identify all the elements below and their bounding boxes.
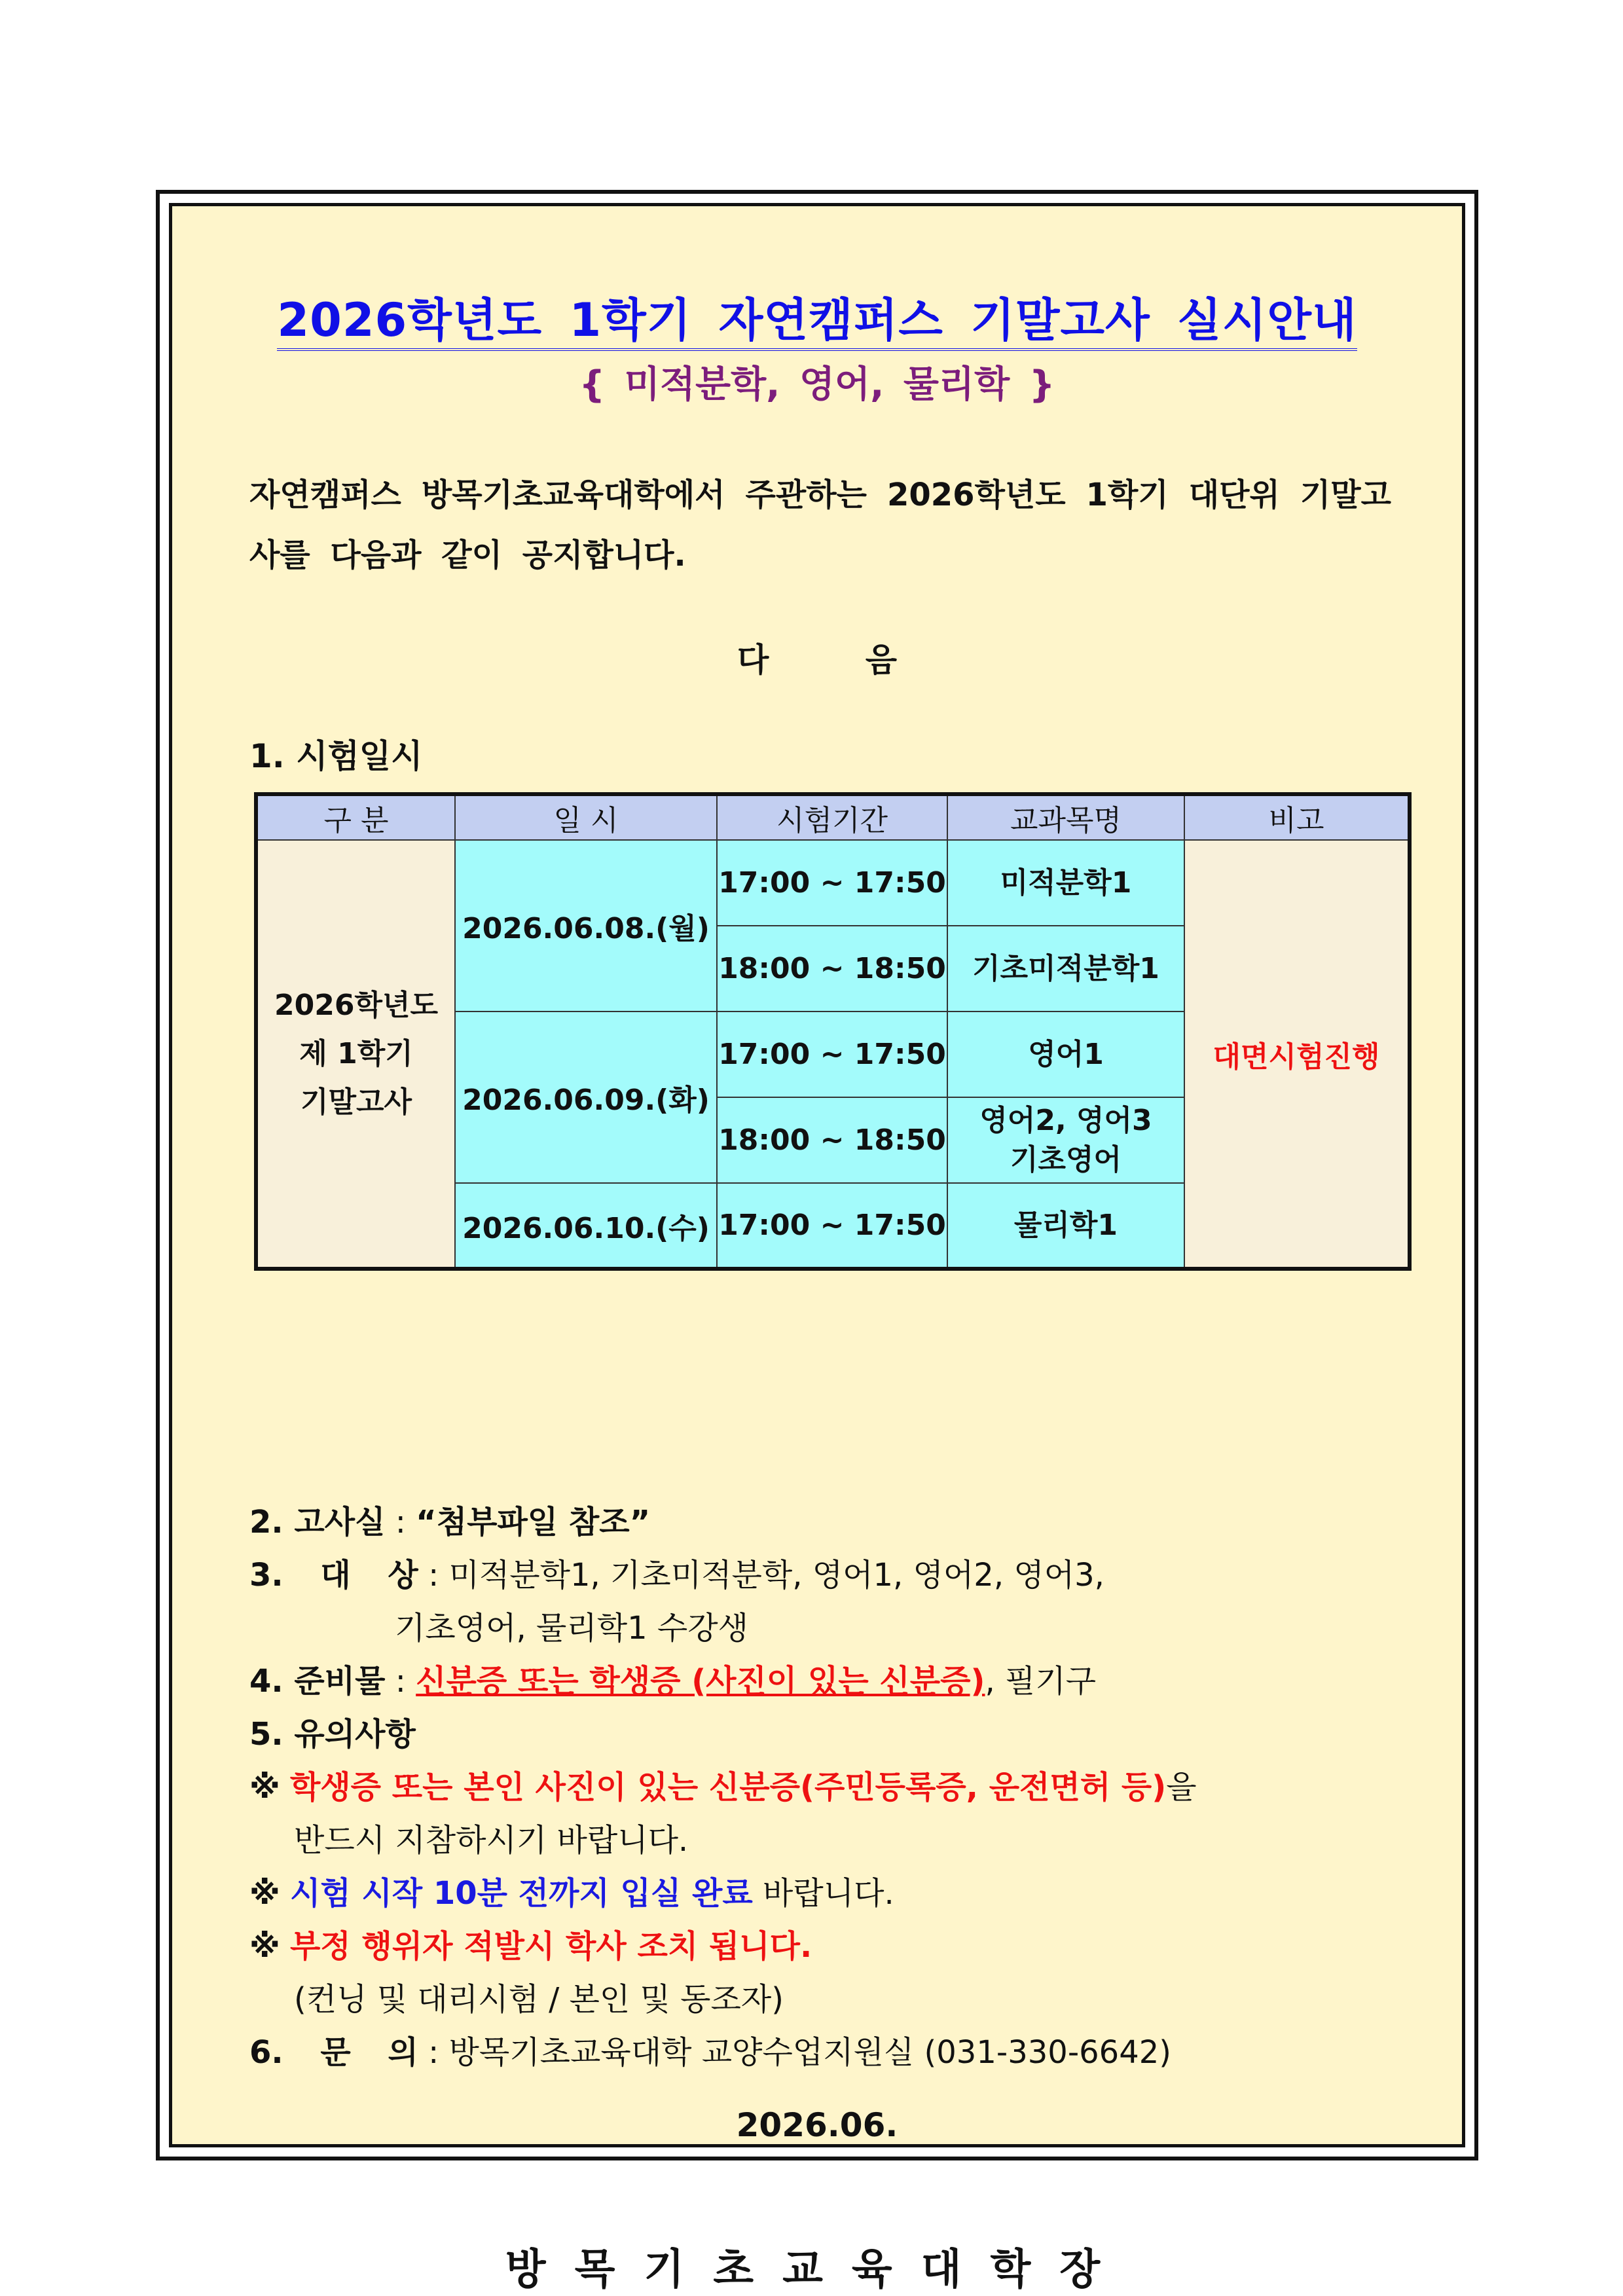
category-line: 기말고사 xyxy=(300,1085,412,1119)
item-exam-room xyxy=(249,1496,1396,1549)
time-cell: 18:00 ~ 18:50 xyxy=(717,1097,947,1183)
subject-cell: 기초미적분학1 xyxy=(947,926,1184,1011)
time-cell: 17:00 ~ 17:50 xyxy=(717,1183,947,1269)
item-colon: : xyxy=(428,1557,439,1594)
caution-text: 을 xyxy=(1166,1769,1197,1806)
item-label: 6. 문 의 xyxy=(249,2034,418,2071)
date-cell: 2026.06.09.(화) xyxy=(455,1011,717,1183)
item-label: 3. 대 상 xyxy=(249,1557,418,1594)
date-cell: 2026.06.10.(수) xyxy=(455,1183,717,1269)
time-cell: 17:00 ~ 17:50 xyxy=(717,840,947,926)
column-header-subject: 교과목명 xyxy=(947,794,1184,840)
category-line: 제 1학기 xyxy=(299,1036,413,1070)
item-colon: : xyxy=(395,1663,406,1700)
caution-text: 바랍니다. xyxy=(752,1875,894,1912)
reference-mark-icon: ※ xyxy=(249,1928,280,1965)
reference-mark-icon: ※ xyxy=(249,1875,280,1912)
item-label: 2. 고사실 xyxy=(249,1504,386,1540)
issuer-signature: 방목기초교육대학장 xyxy=(505,2246,1129,2294)
item-preparation xyxy=(249,1655,1396,1708)
reference-mark-icon: ※ xyxy=(249,1769,280,1806)
item-value-highlight: 신분증 또는 학생증 (사진이 있는 신분증) xyxy=(416,1663,985,1700)
intro-paragraph: 자연캠퍼스 방목기초교육대학에서 주관하는 2026학년도 1학기 대단위 기말고사를 다음과 같이 공지합니다. xyxy=(249,477,1391,574)
item-value: 미적분학1, 기초미적분학, 영어1, 영어2, 영어3, xyxy=(448,1557,1104,1594)
category-line: 2026학년도 xyxy=(274,988,438,1022)
notice-subtitle: { 미적분학, 영어, 물리학 } xyxy=(579,363,1055,406)
notice-frame xyxy=(156,190,1478,2294)
item-target-continued: 기초영어, 물리학1 수강생 xyxy=(395,1610,748,1647)
subject-cell: 미적분학1 xyxy=(947,840,1184,926)
notice-title: 2026학년도 1학기 자연캠퍼스 기말고사 실시안내 xyxy=(172,283,1462,350)
caution-text-highlight: 부정 행위자 적발시 학사 조치 됩니다. xyxy=(289,1928,812,1965)
item-contact xyxy=(249,2026,1396,2079)
section-exam-schedule-heading: 1. 시험일시 xyxy=(249,737,423,775)
time-cell: 17:00 ~ 17:50 xyxy=(717,1011,947,1097)
table-row xyxy=(256,840,1410,926)
caution-text-highlight: 학생증 또는 본인 사진이 있는 신분증(주민등록증, 운전면허 등) xyxy=(289,1769,1167,1806)
daeum-heading: 다 음 xyxy=(737,641,897,679)
item-colon: : xyxy=(428,2034,439,2071)
note-cell: 대면시험진행 xyxy=(1184,840,1410,1269)
caution-3-continued: (컨닝 및 대리시험 / 본인 및 동조자) xyxy=(294,1981,784,2018)
caution-text-highlight: 시험 시작 10분 전까지 입실 완료 xyxy=(289,1875,753,1912)
table-header-row xyxy=(256,794,1410,840)
subject-cell: 영어1 xyxy=(947,1011,1184,1097)
item-label: 4. 준비물 xyxy=(249,1663,386,1700)
column-header-note: 비고 xyxy=(1184,794,1410,840)
subject-line: 기초영어 xyxy=(1010,1142,1122,1176)
subject-line: 영어2, 영어3 xyxy=(979,1103,1152,1137)
subject-cell: 물리학1 xyxy=(947,1183,1184,1269)
subject-cell xyxy=(947,1097,1184,1183)
column-header-exam-time: 시험기간 xyxy=(717,794,947,840)
item-cautions-label: 5. 유의사항 xyxy=(249,1716,416,1753)
column-header-date: 일 시 xyxy=(455,794,717,840)
caution-2 xyxy=(249,1867,1396,1920)
notice-date: 2026.06. xyxy=(736,2106,898,2144)
caution-3 xyxy=(249,1920,1396,1973)
column-header-category: 구 분 xyxy=(256,794,455,840)
item-value: 방목기초교육대학 교양수업지원실 (031-330-6642) xyxy=(448,2034,1172,2071)
date-cell: 2026.06.08.(월) xyxy=(455,840,717,1011)
item-colon: : xyxy=(395,1504,406,1540)
item-target xyxy=(249,1549,1396,1602)
notice-paper xyxy=(169,203,1465,2294)
exam-schedule-table xyxy=(254,792,1412,1271)
caution-1-continued: 반드시 지참하시기 바랍니다. xyxy=(294,1822,689,1859)
item-value: , 필기구 xyxy=(985,1663,1097,1700)
caution-1 xyxy=(249,1761,1396,1814)
notice-items xyxy=(249,1496,1396,2079)
time-cell: 18:00 ~ 18:50 xyxy=(717,926,947,1011)
item-value: “첨부파일 참조” xyxy=(416,1504,651,1540)
category-cell xyxy=(256,840,455,1269)
